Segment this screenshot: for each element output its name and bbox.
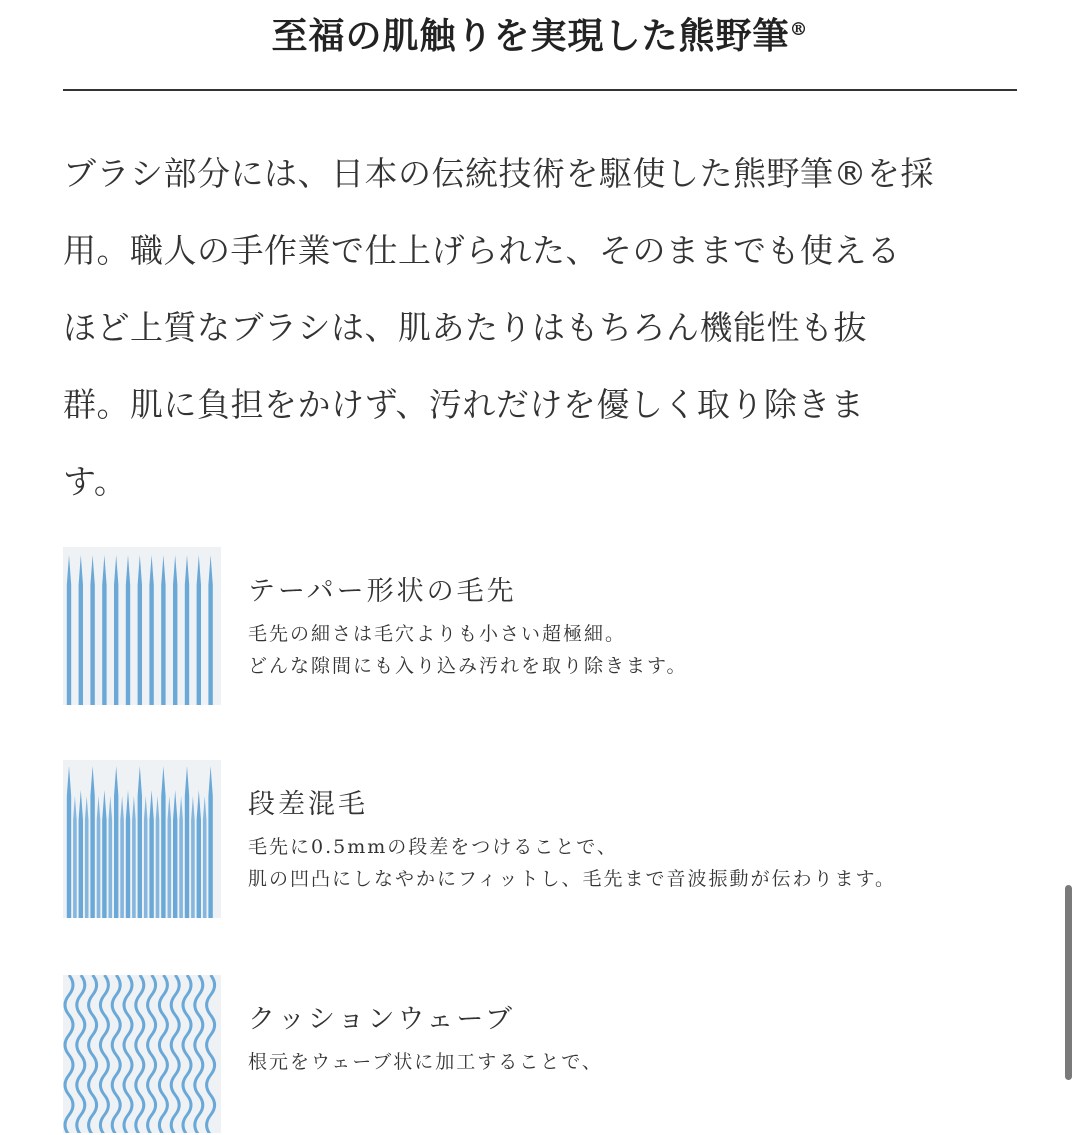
bristle xyxy=(67,555,71,705)
bristle xyxy=(126,555,130,705)
title-text: 至福の肌触りを実現した熊野筆 xyxy=(271,15,790,57)
registered-mark: ® xyxy=(789,19,809,40)
intro-line: ブラシ部分には、日本の伝統技術を駆使した熊野筆®を採 xyxy=(63,154,934,193)
tapered-bristles-icon xyxy=(63,547,221,705)
feature-description: どんな隙間にも入り込み汚れを取り除きます。 xyxy=(248,655,688,677)
feature-description: 根元をウェーブ状に加工することで、 xyxy=(248,1051,603,1073)
bristle xyxy=(79,555,83,705)
feature-heading: 段差混毛 xyxy=(248,789,368,820)
bristle xyxy=(208,766,212,918)
bristle xyxy=(156,796,160,918)
intro-paragraph xyxy=(63,135,1023,520)
feature-heading: テーパー形状の毛先 xyxy=(248,576,517,607)
bristle xyxy=(85,796,89,918)
intro-line: す。 xyxy=(63,462,128,501)
bristle xyxy=(90,766,94,918)
bristle xyxy=(197,555,201,705)
divider xyxy=(63,89,1017,91)
bristle xyxy=(120,796,124,918)
bristle xyxy=(161,766,165,918)
feature-description: 肌の凹凸にしなやかにフィットし、毛先まで音波振動が伝わります。 xyxy=(248,868,896,890)
feature-description: 毛先に0.5mmの段差をつけることで、 xyxy=(248,836,618,858)
bristle xyxy=(168,796,172,918)
feature-tapered xyxy=(63,547,1063,707)
feature-description: 毛先の細さは毛穴よりも小さい超極細。 xyxy=(248,623,627,645)
bristle xyxy=(173,555,177,705)
bristle xyxy=(90,555,94,705)
intro-line: 群。肌に負担をかけず、汚れだけを優しく取り除きま xyxy=(63,385,865,424)
intro-line: 用。職人の手作業で仕上げられた、そのままでも使える xyxy=(63,231,901,270)
bristle xyxy=(114,555,118,705)
feature-heading: クッションウェーブ xyxy=(248,1004,516,1035)
bristle xyxy=(144,796,148,918)
bristle xyxy=(73,796,77,918)
bristle xyxy=(132,796,136,918)
bristle xyxy=(109,796,113,918)
feature-stepped xyxy=(63,760,1063,920)
bristle xyxy=(185,766,189,918)
bristle xyxy=(149,555,153,705)
bristle xyxy=(138,766,142,918)
bristle xyxy=(114,766,118,918)
stepped-bristles-icon xyxy=(63,760,221,918)
scrollbar[interactable] xyxy=(1065,885,1072,1080)
bristle xyxy=(102,555,106,705)
wave-bristles-icon xyxy=(63,975,221,1133)
feature-wave xyxy=(63,975,1063,1135)
bristle xyxy=(185,555,189,705)
bristle xyxy=(161,555,165,705)
bristle xyxy=(97,796,101,918)
bristle xyxy=(191,796,195,918)
bristle xyxy=(208,555,212,705)
bristle xyxy=(67,766,71,918)
bristle xyxy=(179,796,183,918)
bristle xyxy=(203,796,207,918)
page-title xyxy=(0,8,1080,59)
intro-line: ほど上質なブラシは、肌あたりはもちろん機能性も抜 xyxy=(63,308,867,347)
bristle xyxy=(138,555,142,705)
